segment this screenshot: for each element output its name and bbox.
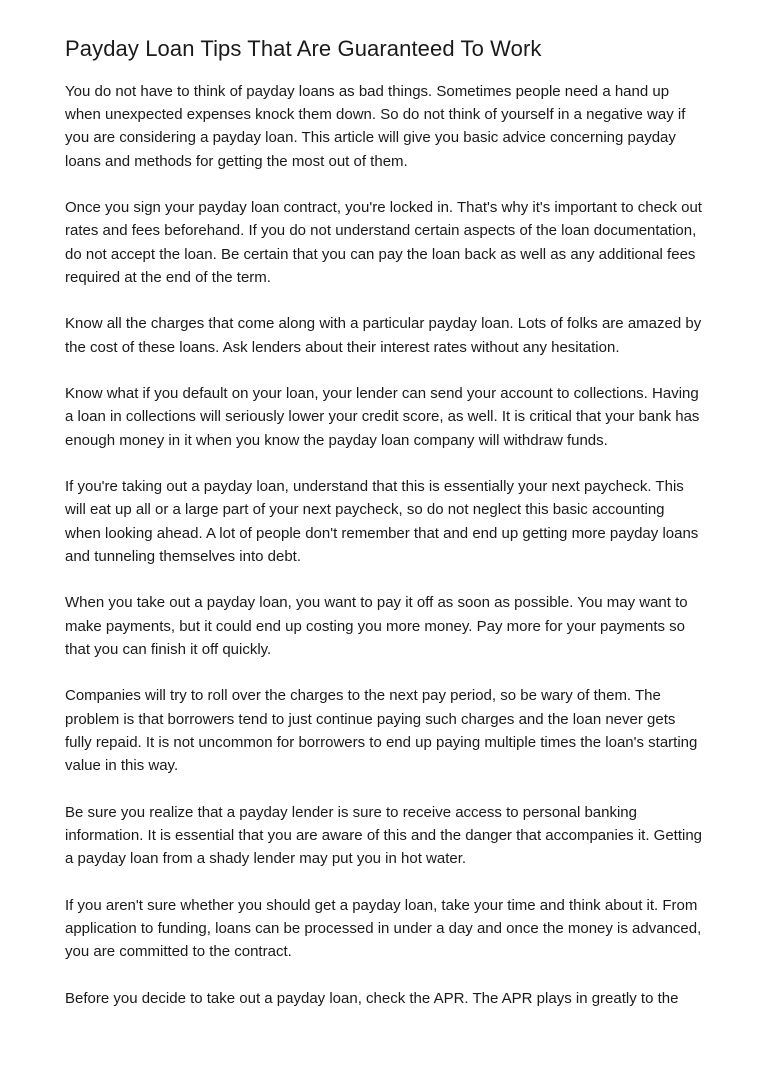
paragraph-5: If you're taking out a payday loan, understand that this is essentially your next paycheck. This will eat up all or a large part of your next paycheck, so do not neglect this basic accounting when looking ahead. A lot of people don't remember that and end up getting more payday loans and tunneling themselves into debt. [65, 478, 699, 565]
paragraph-7: Companies will try to roll over the charges to the next pay period, so be wary of them. The problem is that borrowers tend to just continue paying such charges and the loan never gets fully repaid. It is not uncommon for borrowers to end up paying multiple times the loan's starting value in this way. [65, 687, 698, 775]
paragraph-2: Once you sign your payday loan contract, you're locked in. That's why it's important to check out rates and fees beforehand. If you do not understand certain aspects of the loan documentation, do not accept the loan. Be certain that you can pay the loan back as well as any additional fees required at the end of the term. [65, 199, 702, 286]
document-title: Payday Loan Tips That Are Guaranteed To Work [65, 36, 542, 61]
paragraph-9: If you aren't sure whether you should get a payday loan, take your time and think about it. From application to funding, loans can be processed in under a day and once the money is advanced, you are committed to the contract. [65, 896, 702, 961]
paragraph-3: Know all the charges that come along with a particular payday loan. Lots of folks are amazed by the cost of these loans. Ask lenders about their interest rates without any hesitation. [65, 315, 702, 356]
paragraph-10: Before you decide to take out a payday loan, check the APR. The APR plays in greatly to the [65, 989, 679, 1007]
paragraph-4: Know what if you default on your loan, your lender can send your account to collections. Having a loan in collections will seriously lower your credit score, as well. It is critical that your bank has enough money in it when you know the payday loan company will withdraw funds. [65, 385, 700, 449]
paragraph-1: You do not have to think of payday loans as bad things. Sometimes people need a hand up when unexpected expenses knock them down. So do not think of yourself in a negative way if you are considering a payday loan. This article will give you basic advice concerning payday loans and methods for getting the most out of them. [65, 83, 686, 170]
paragraph-6: When you take out a payday loan, you want to pay it off as soon as possible. You may want to make payments, but it could end up costing you more money. Pay more for your payments so that you can finish it off quickly. [65, 594, 688, 658]
paragraph-8: Be sure you realize that a payday lender is sure to receive access to personal banking information. It is essential that you are aware of this and the danger that accompanies it. Getting a payday loan from a shady lender may put you in hot water. [65, 803, 703, 868]
